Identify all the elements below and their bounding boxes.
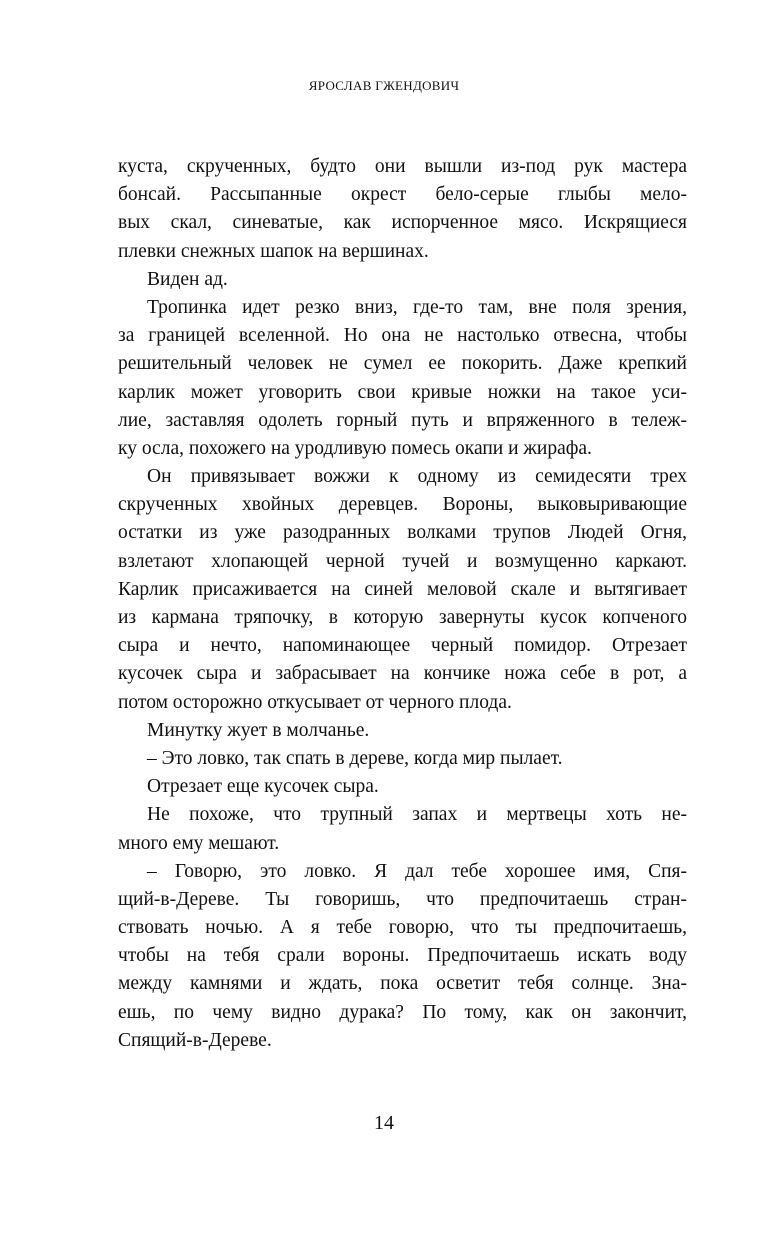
paragraph [118,717,687,745]
text-line: – Это ловко, так спать в дереве, когда мир пылает. [147,747,563,769]
paragraph [118,858,687,1055]
text-line: Карлик присаживается на синей меловой скале и вытягивает [118,578,687,600]
text-line: карлик может уговорить свои кривые ножки на такое уси- [118,381,687,403]
paragraph [118,801,687,857]
text-line: потом осторожно откусывает от черного плода. [118,691,512,713]
text-line: решительный человек не сумел ее покорить. Даже крепкий [118,353,687,375]
page-number: 14 [374,1112,394,1134]
text-line: остатки из уже разодранных волками трупов Людей Огня, [118,522,687,544]
text-line: много ему мешают. [118,832,280,854]
body-text [118,153,687,1055]
paragraph [118,773,687,801]
text-line: Отрезает еще кусочек сыра. [147,776,379,798]
paragraph [118,294,687,463]
text-line: плевки снежных шапок на вершинах. [118,240,429,262]
text-line: Виден ад. [147,268,228,290]
paragraph [118,463,687,717]
text-line: между камнями и ждать, пока осветит тебя солнце. Зна- [118,973,687,995]
text-line: вых скал, синеватые, как испорченное мясо. Искрящиеся [118,212,687,234]
text-line: из кармана тряпочку, в которую завернуты кусок копченого [118,607,687,628]
text-line: куста, скрученных, будто они вышли из-под рук мастера [118,156,687,177]
text-line: Он привязывает вожжи к одному из семидесяти трех [147,466,687,488]
text-line: Тропинка идет резко вниз, где-то там, вне поля зрения, [147,296,687,318]
text-line: бонсай. Рассыпанные окрест бело-серые глыбы мело- [118,184,687,206]
text-line: – Говорю, это ловко. Я дал тебе хорошее имя, Спя- [147,860,687,882]
text-line: сыра и нечто, напоминающее черный помидор. Отрезает [118,635,687,657]
text-line: взлетают хлопающей черной тучей и возмущенно каркают. [118,550,687,572]
running-head: ЯРОСЛАВ ГЖЕНДОВИЧ [308,78,460,93]
text-line: Минутку жует в молчанье. [147,719,370,741]
paragraph [118,745,687,773]
text-line: за границей вселенной. Но она не настолько отвесна, чтобы [118,325,687,347]
text-line: кусочек сыра и забрасывает на кончике ножа себе в рот, а [118,663,687,685]
text-line: ствовать ночью. А я тебе говорю, что ты предпочитаешь, [118,917,687,939]
text-line: лие, заставляя одолеть горный путь и впряженного в тележ- [118,409,687,431]
paragraph [118,266,687,294]
text-line: скрученных хвойных деревцев. Вороны, выковыривающие [118,494,687,516]
paragraph [118,153,687,266]
text-line: Не похоже, что трупный запах и мертвецы хоть не- [147,804,687,826]
text-line: ешь, по чему видно дурака? По тому, как он закончит, [118,1001,687,1023]
text-line: ку осла, похожего на уродливую помесь окапи и жирафа. [118,437,592,459]
text-line: щий-в-Дереве. Ты говоришь, что предпочитаешь стран- [118,888,687,910]
text-line: Спящий-в-Дереве. [118,1029,272,1051]
text-line: чтобы на тебя срали вороны. Предпочитаешь искать воду [118,945,687,967]
